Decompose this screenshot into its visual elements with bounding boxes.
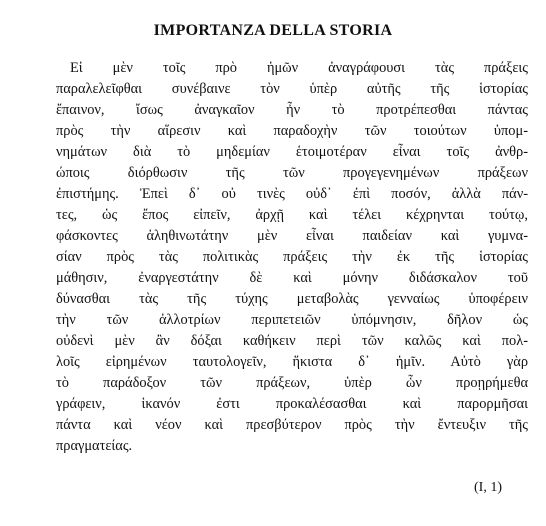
text-line: μάθησιν, ἐναργεστάτην δὲ καὶ μόνην διδάσκαλον τοῦ [56, 270, 528, 286]
text-line: ἔπαινον, ἴσως ἀναγκαῖον ἦν τὸ προτρέπεσθαι πάντας [56, 102, 528, 118]
text-line: πραγματείας. [56, 438, 133, 454]
text-line: τὸ παράδοξον τῶν πράξεων, ὑπὲρ ὧν προῃρήμεθα [56, 375, 528, 391]
text-line: ώποις διόρθωσιν τῆς τῶν προγεγενημένων πράξεων [56, 165, 528, 181]
text-line: τὴν τῶν ἀλλοτρίων περιπετειῶν ὑπόμνησιν, δῆλον ὡς [56, 312, 528, 328]
text-line: φάσκοντες ἀληθινωτάτην μὲν εἶναι παιδείαν καὶ γυμνα- [56, 228, 528, 244]
greek-passage [56, 58, 528, 457]
text-line: γράφειν, ἱκανόν ἐστι προκαλέσασθαι καὶ παρορμῆσαι [56, 396, 528, 412]
text-line: σίαν πρὸς τὰς πολιτικὰς πράξεις τὴν ἐκ τῆς ἱστορίας [56, 249, 528, 265]
source-citation: (I, 1) [474, 480, 502, 495]
text-line: τες, ὡς ἔπος εἰπεῖν, ἀρχῇ καὶ τέλει κέχρηνται τούτῳ, [56, 207, 528, 223]
text-line: πρὸς τὴν αἵρεσιν καὶ παραδοχὴν τῶν τοιούτων ὑπομ- [56, 123, 528, 139]
text-line: παραλελεῖφθαι συνέβαινε τὸν ὑπὲρ αὐτῆς τῆς ἱστορίας [56, 81, 528, 97]
text-line: λοῖς εἰρημένων ταυτολογεῖν, ἥκιστα δ᾽ ἡμῖν. Αὐτὸ γὰρ [56, 354, 528, 370]
text-line: δύνασθαι τὰς τῆς τύχης μεταβολὰς γενναίως ὑποφέρειν [56, 291, 528, 307]
text-line: πάντα καὶ νέον καὶ πρεσβύτερον πρὸς τὴν ἔντευξιν τῆς [56, 417, 528, 433]
page-title: IMPORTANZA DELLA STORIA [153, 22, 393, 39]
text-line: Εἰ μὲν τοῖς πρὸ ἡμῶν ἀναγράφουσι τὰς πράξεις [70, 60, 528, 76]
text-line: οὐδενὶ μὲν ἂν δόξαι καθήκειν περὶ τῶν καλῶς καὶ πολ- [56, 333, 528, 349]
text-line: νημάτων διὰ τὸ μηδεμίαν ἑτοιμοτέραν εἶναι τοῖς ἀνθρ- [56, 144, 528, 160]
text-line: ἐπιστήμης. Ἐπεὶ δ᾽ οὐ τινὲς οὐδ᾽ ἐπὶ ποσόν, ἀλλὰ πάν- [56, 186, 528, 202]
